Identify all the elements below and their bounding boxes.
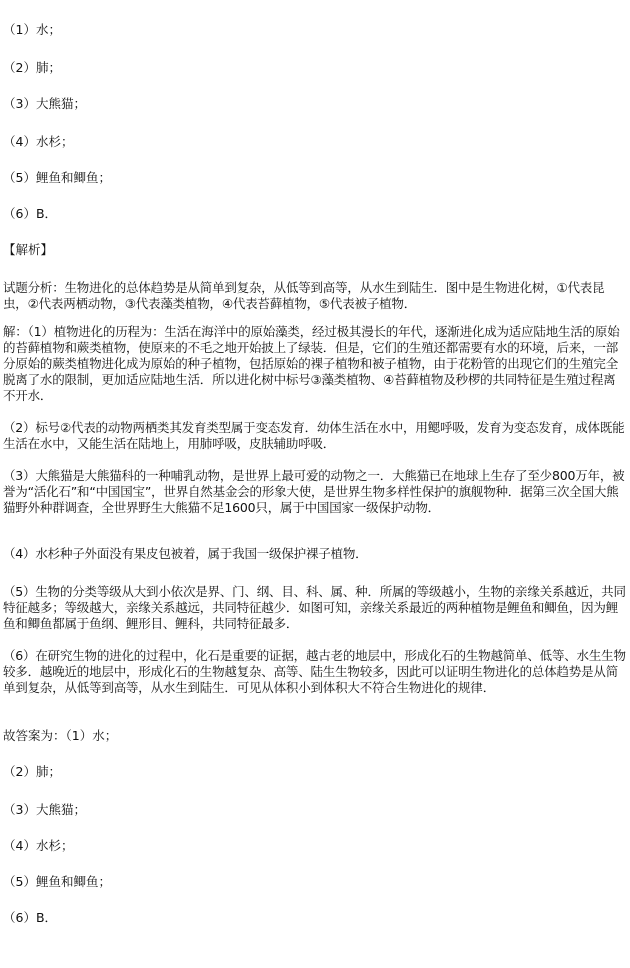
answer-line-4: （4）水杉； [3,134,74,149]
final-answer-line-5: （5）鲤鱼和鲫鱼； [3,874,111,889]
solution-paragraph-1: 解：（1）植物进化的历程为：生活在海洋中的原始藻类，经过极其漫长的年代，逐渐进化成为适应陆地生活的原始的苔藓植物和蕨类植物，使原来的不毛之地开始披上了绿装．但是，它们的生殖还都需要有水的环境，后来，一部分原始的蕨类植物进化成为原始的种子植物，包括原始的裸子植物和被子植物，由于花粉管的出现它们的生殖完全脱离了水的限制，更加适应陆地生活．所以进化树中标号③藻类植物、④苔藓植物及秒椤的共同特征是生殖过程离不开水． [3,324,620,403]
final-answer-line-4: （4）水杉； [3,838,74,853]
analysis-heading: 【解析】 [3,242,54,257]
final-answer-line-6: （6）B． [3,910,58,925]
answer-line-5: （5）鲤鱼和鲫鱼； [3,170,111,185]
solution-paragraph-5: （5）生物的分类等级从大到小依次是界、门、纲、目、科、属、种．所属的等级越小，生物的亲缘关系越近，共同特征越多；等级越大，亲缘关系越远，共同特征越少．如图可知，亲缘关系最近的两种植物是鲤鱼和鲫鱼，因为鲤鱼和鲫鱼都属于鱼纲、鲤形目、鲤科，共同特征最多． [3,584,626,631]
final-answer-intro: 故答案为：（1）水； [3,728,118,743]
answer-line-3: （3）大熊猫； [3,96,86,111]
final-answer-line-3: （3）大熊猫； [3,802,86,817]
answer-line-2: （2）肺； [3,60,61,75]
answer-line-6: （6）B． [3,206,58,221]
solution-paragraph-6: （6）在研究生物的进化的过程中，化石是重要的证据，越古老的地层中，形成化石的生物越简单、低等、水生生物较多．越晚近的地层中，形成化石的生物越复杂、高等、陆生生物较多，因此可以证明生物进化的总体趋势是从简单到复杂，从低等到高等，从水生到陆生．可见从体积小到体积大不符合生物进化的规律． [3,648,626,695]
solution-paragraph-3: （3）大熊猫是大熊猫科的一种哺乳动物，是世界上最可爱的动物之一．大熊猫已在地球上生存了至少800万年，被誉为“活化石”和“中国国宝”，世界自然基金会的形象大使，是世界生物多样性保护的旗舰物种．据第三次全国大熊猫野外种群调查，全世界野生大熊猫不足1600只，属于中国国家一级保护动物． [3,468,625,515]
solution-paragraph-4: （4）水杉种子外面没有果皮包被着，属于我国一级保护裸子植物． [3,546,368,561]
answer-line-1: （1）水； [3,22,61,37]
solution-paragraph-2: （2）标号②代表的动物两栖类其发育类型属于变态发育．幼体生活在水中，用鳃呼吸，发育为变态发育，成体既能生活在水中，又能生活在陆地上，用肺呼吸，皮肤辅助呼吸． [3,420,625,451]
final-answer-line-2: （2）肺； [3,764,61,779]
analysis-intro-paragraph: 试题分析：生物进化的总体趋势是从简单到复杂，从低等到高等，从水生到陆生．图中是生物进化树，①代表昆虫，②代表两栖动物，③代表藻类植物，④代表苔藓植物，⑤代表被子植物． [3,280,605,311]
